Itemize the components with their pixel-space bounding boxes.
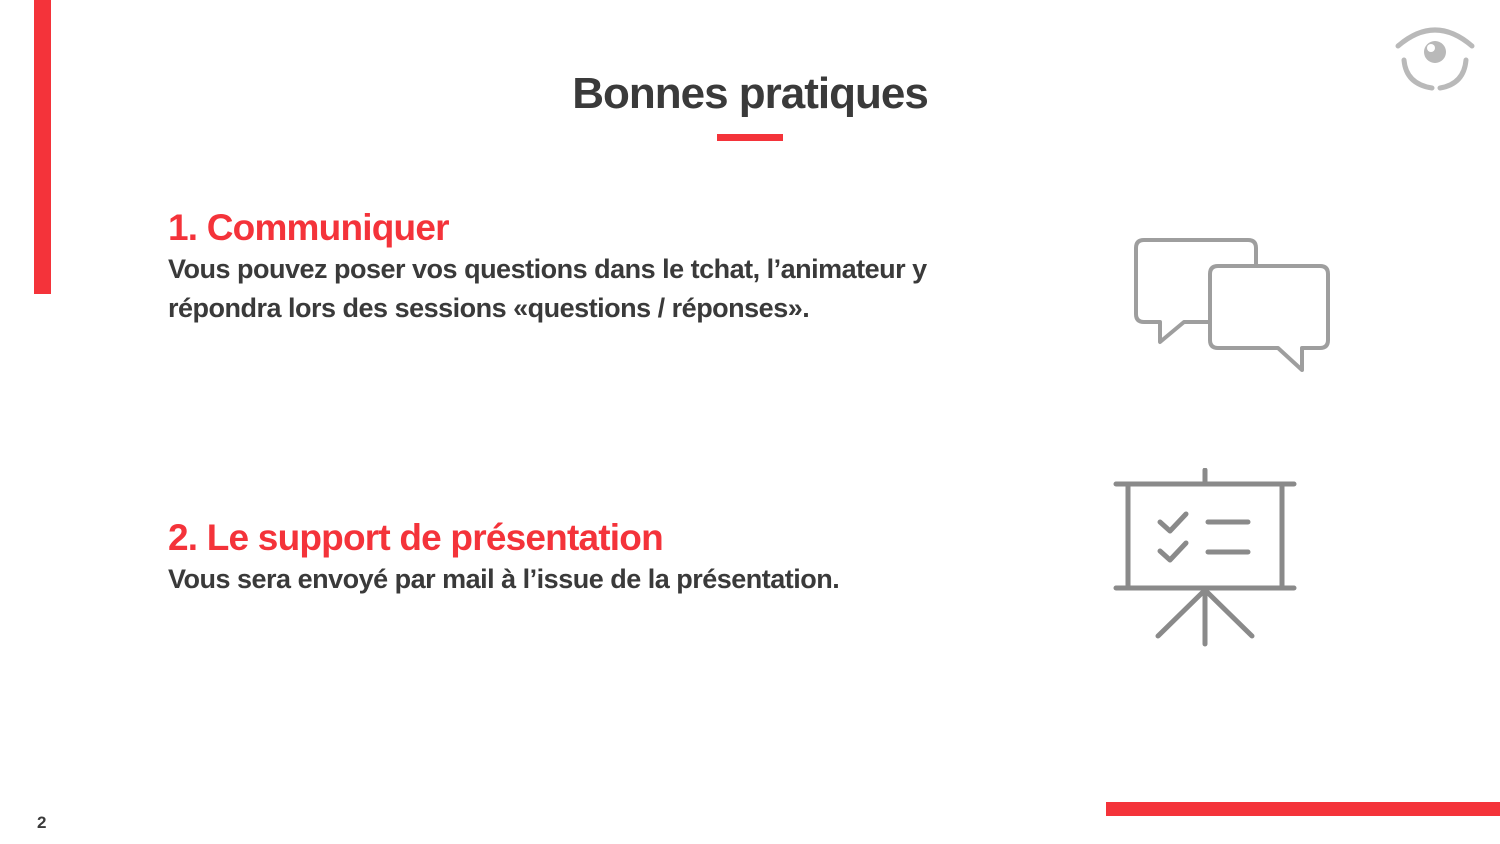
section-support-presentation <box>168 516 1028 599</box>
presentation-board-icon <box>1110 468 1300 650</box>
section-body: Vous sera envoyé par mail à l’issue de la présentation. <box>168 564 840 594</box>
section-communiquer <box>168 206 1028 328</box>
section-body: Vous pouvez poser vos questions dans le tchat, l’animateur y répondra lors des sessions «questions / réponses». <box>168 254 927 323</box>
section-heading: 1. Communiquer <box>168 207 449 248</box>
page-number: 2 <box>37 813 47 832</box>
chat-bubbles-icon <box>1130 234 1334 378</box>
title-underline <box>717 134 783 141</box>
left-accent-bar <box>34 0 51 294</box>
section-heading: 2. Le support de présentation <box>168 517 663 558</box>
bottom-accent-bar <box>1106 802 1500 816</box>
page-title: Bonnes pratiques <box>572 69 928 118</box>
